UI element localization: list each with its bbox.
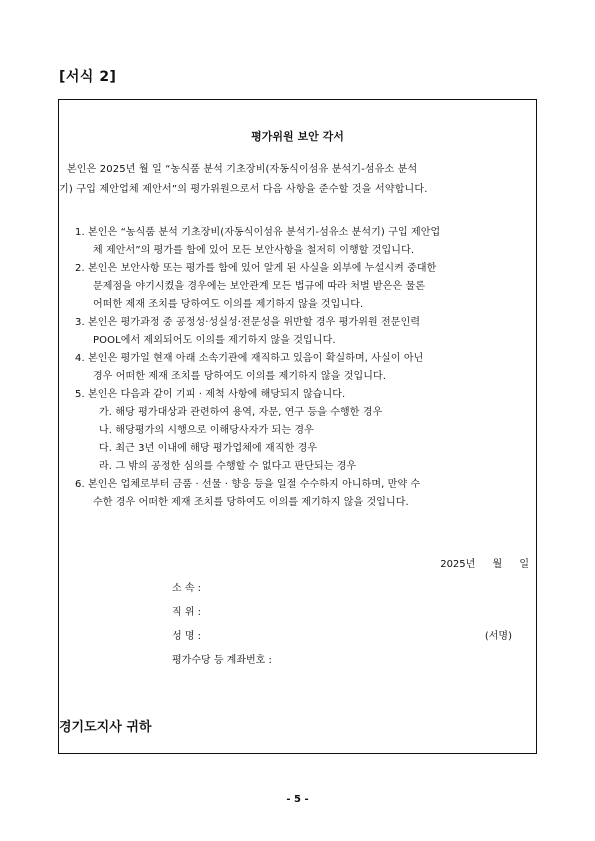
pledge-items: [75, 224, 531, 512]
name-field: [172, 625, 512, 649]
item-line: 경우 어떠한 제재 조치를 당하여도 이의를 제기하지 않을 것입니다.: [93, 371, 387, 382]
position-label: 직 위 :: [172, 607, 202, 618]
affiliation-field: [172, 577, 512, 601]
document-title: 평가위원 보안 각서: [251, 130, 344, 143]
name-label: 성 명 :: [172, 631, 202, 642]
pledge-item: [75, 224, 531, 260]
item-line: 5. 본인은 다음과 같이 기피 · 제척 사항에 해당되지 않습니다.: [75, 389, 346, 400]
account-label: 평가수당 등 계좌번호 :: [172, 655, 272, 666]
form-label: [서식 2]: [59, 69, 117, 85]
page-number: - 5 -: [286, 794, 309, 805]
affiliation-label: 소 속 :: [172, 583, 202, 594]
pledge-item: [75, 314, 531, 350]
intro-line: 기) 구입 제안업체 제안서”의 평가위원으로서 다음 사항을 준수할 것을 서약합니다.: [59, 184, 428, 195]
sub-item-line: 다. 최근 3년 이내에 해당 평가업체에 재직한 경우: [99, 443, 318, 454]
item-line: 4. 본인은 평가일 현재 아래 소속기관에 재직하고 있음이 확실하며, 사실이 아닌: [75, 353, 424, 364]
item-line: 6. 본인은 업체로부터 금품 · 선물 · 향응 등을 일절 수수하지 아니하며, 만약 수: [75, 479, 421, 490]
pledge-form-frame: [58, 99, 537, 754]
position-field: [172, 601, 512, 625]
sub-item-line: 가. 해당 평가대상과 관련하여 용역, 자문, 연구 등을 수행한 경우: [99, 407, 383, 418]
intro-line: 본인은 2025년 월 일 “농식품 분석 기초장비(자동식이섬유 분석기-섬유소 분석: [67, 164, 418, 175]
item-line: 2. 본인은 보안사항 또는 평가를 함에 있어 알게 된 사실을 외부에 누설시켜 중대한: [75, 263, 437, 274]
item-line: 수한 경우 어떠한 제재 조치를 당하여도 이의를 제기하지 않을 것입니다.: [93, 497, 409, 508]
pledge-item: [75, 386, 531, 476]
signature-mark: (서명): [484, 631, 512, 642]
item-line: POOL에서 제외되어도 이의를 제기하지 않을 것입니다.: [93, 335, 336, 346]
sub-item-line: 라. 그 밖의 공정한 심의를 수행할 수 없다고 판단되는 경우: [99, 461, 357, 472]
pledge-item: [75, 476, 531, 512]
pledge-item: [75, 350, 531, 386]
item-line: 문제점을 야기시켰을 경우에는 보안관계 모든 법규에 따라 처벌 받은은 물론: [93, 281, 426, 292]
intro-paragraph: [59, 160, 536, 200]
account-field: [172, 649, 512, 673]
item-line: 3. 본인은 평가과정 중 공정성·성실성·전문성을 위반할 경우 평가위원 전문인력: [75, 317, 421, 328]
signing-date: 2025년 월 일: [440, 559, 529, 570]
pledge-item: [75, 260, 531, 314]
sub-item-line: 나. 해당평가의 시행으로 이해당사자가 되는 경우: [99, 425, 314, 436]
signer-fields: [172, 577, 512, 673]
item-line: 1. 본인은 “농식품 분석 기초장비(자동식이섬유 분석기-섬유소 분석기) 구입 제안업: [75, 227, 441, 238]
addressee: 경기도지사 귀하: [59, 720, 152, 735]
item-line: 어떠한 제재 조치를 당하여도 이의를 제기하지 않을 것입니다.: [93, 299, 364, 310]
item-line: 체 제안서”의 평가를 함에 있어 모든 보안사항을 철저히 이행할 것입니다.: [93, 245, 415, 256]
